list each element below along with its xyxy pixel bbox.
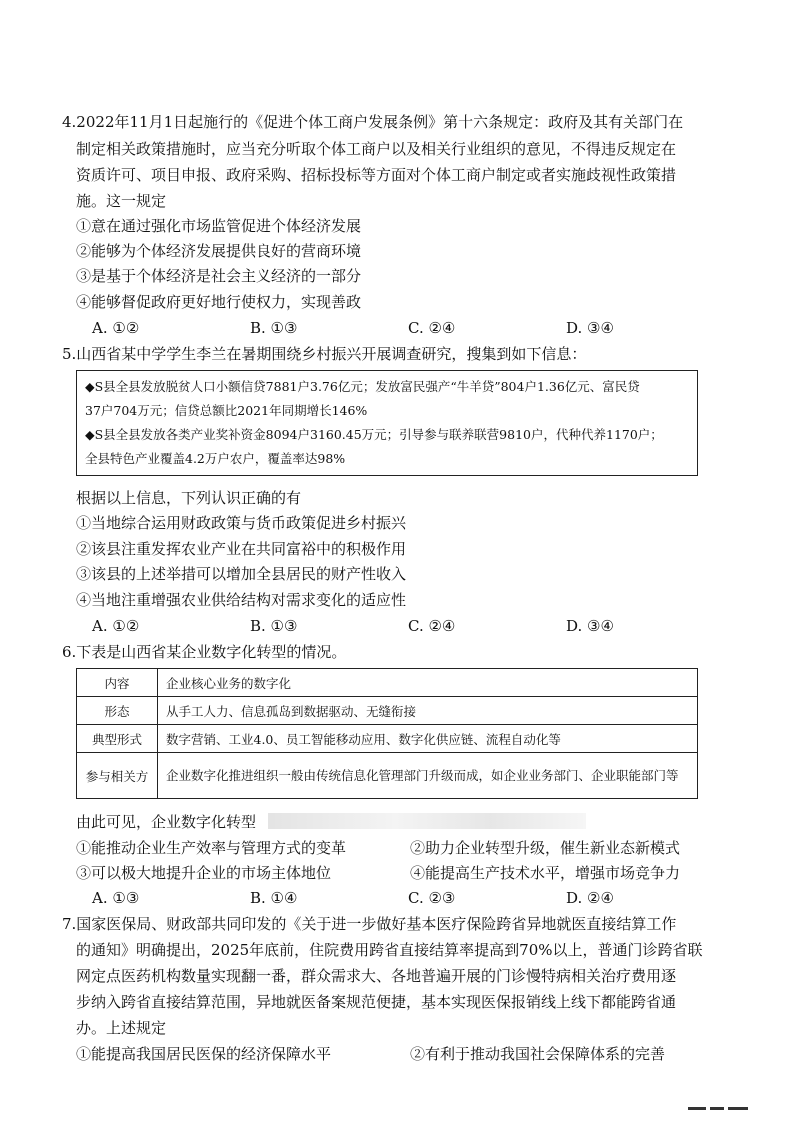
q6-statement-3: ③可以极大地提升企业的市场主体地位 [76,864,332,882]
q6-table-value-4: 企业数字化推进组织一般由传统信息化管理部门升级而成，如企业业务部门、企业职能部门等 [158,753,698,799]
q6-stem: 6.下表是山西省某企业数字化转型的情况。 [62,643,347,661]
q7-stem-line-2: 的通知》明确提出，2025年底前，住院费用跨省直接结算率提高到70%以上，普通门诊跨省联 [76,941,703,959]
q5-option-d[interactable]: D. ③④ [566,617,614,635]
q5-option-b[interactable]: B. ①③ [250,617,298,635]
q4-stem-line-2: 制定相关政策措施时，应当充分听取个体工商户以及相关行业组织的意见，不得违反规定在 [76,140,677,158]
q5-stem: 5.山西省某中学学生李兰在暑期围绕乡村振兴开展调查研究，搜集到如下信息： [62,345,587,363]
q5-options [0,616,794,636]
q4-option-c[interactable]: C. ②④ [408,319,456,337]
q6-option-d[interactable]: D. ②④ [566,889,614,907]
q6-table-head-4: 参与相关方 [77,753,158,799]
table-row [77,753,698,799]
q6-statement-2: ②助力企业转型升级，催生新业态新模式 [410,839,681,857]
q4-statement-1: ①意在通过强化市场监管促进个体经济发展 [76,217,362,235]
q7-stem-line-4: 步纳入跨省直接结算范围，异地就医备案规范便捷，基本实现医保报销线上线下都能跨省通 [76,993,677,1011]
q4-option-a[interactable]: A. ①② [92,319,140,337]
table-row [77,669,698,697]
q7-stem-line-5: 办。上述规定 [76,1019,167,1037]
q4-options [0,318,794,338]
page-corner-mark [688,1098,750,1110]
q6-option-b[interactable]: B. ①④ [250,889,298,907]
q5-option-c[interactable]: C. ②④ [408,617,456,635]
table-row [77,697,698,725]
q5-option-a[interactable]: A. ①② [92,617,140,635]
q6-table-head-1: 内容 [77,669,158,697]
q6-table-value-2: 从手工人力、信息孤岛到数据驱动、无缝衔接 [158,697,698,725]
table-row [77,725,698,753]
q5-statement-1: ①当地综合运用财政政策与货币政策促进乡村振兴 [76,514,407,532]
q7-stem-line-1: 7.国家医保局、财政部共同印发的《关于进一步做好基本医疗保险跨省异地就医直接结算工作 [62,915,677,933]
q6-statement-1: ①能推动企业生产效率与管理方式的变革 [76,839,347,857]
q5-info-box [76,370,698,476]
q6-options [0,888,794,908]
q5-statement-4: ④当地注重增强农业供给结构对需求变化的适应性 [76,591,407,609]
q6-option-c[interactable]: C. ②③ [408,889,456,907]
q4-stem-line-3: 资质许可、项目申报、政府采购、招标投标等方面对个体工商户制定或者实施歧视性政策措 [76,166,677,184]
q5-question: 根据以上信息，下列认识正确的有 [76,489,302,507]
q6-statement-4: ④能提高生产技术水平，增强市场竞争力 [410,864,681,882]
q4-stem-line-1: 4.2022年11月1日起施行的《促进个体工商户发展条例》第十六条规定：政府及其有关部门在 [62,113,684,131]
q5-box-line-3: ◆S县全县发放各类产业奖补资金8094户3160.45万元；引导参与联养联营9810户，代种代养1170户； [85,427,663,442]
q7-statement-1: ①能提高我国居民医保的经济保障水平 [76,1045,332,1063]
q6-table-value-1: 企业核心业务的数字化 [158,669,698,697]
q7-statement-2: ②有利于推动我国社会保障体系的完善 [410,1045,666,1063]
q6-option-a[interactable]: A. ①③ [92,889,140,907]
q4-statement-2: ②能够为个体经济发展提供良好的营商环境 [76,242,362,260]
q6-table-head-3: 典型形式 [77,725,158,753]
q4-statement-3: ③是基于个体经济是社会主义经济的一部分 [76,267,362,285]
q4-option-d[interactable]: D. ③④ [566,319,614,337]
q5-box-line-1: ◆S县全县发放脱贫人口小额信贷7881户3.76亿元；发放富民强产“牛羊贷”804户1.36亿元、富民贷 [85,379,640,394]
q6-table [76,668,698,799]
q5-statement-2: ②该县注重发挥农业产业在共同富裕中的积极作用 [76,540,407,558]
q4-statement-4: ④能够督促政府更好地行使权力，实现善政 [76,293,362,311]
q7-stem-line-3: 网定点医药机构数量实现翻一番，群众需求大、各地普遍开展的门诊慢特病相关治疗费用逐 [76,967,677,985]
q6-table-head-2: 形态 [77,697,158,725]
q5-box-line-4: 全县特色产业覆盖4.2万户农户，覆盖率达98% [85,451,346,466]
q4-stem-line-4: 施。这一规定 [76,192,167,210]
q5-statement-3: ③该县的上述举措可以增加全县居民的财产性收入 [76,565,407,583]
q6-question: 由此可见，企业数字化转型 [76,813,257,831]
scan-smudge [268,813,586,829]
q6-table-value-3: 数字营销、工业4.0、员工智能移动应用、数字化供应链、流程自动化等 [158,725,698,753]
q4-option-b[interactable]: B. ①③ [250,319,298,337]
q5-box-line-2: 37户704万元；信贷总额比2021年同期增长146% [85,403,368,418]
